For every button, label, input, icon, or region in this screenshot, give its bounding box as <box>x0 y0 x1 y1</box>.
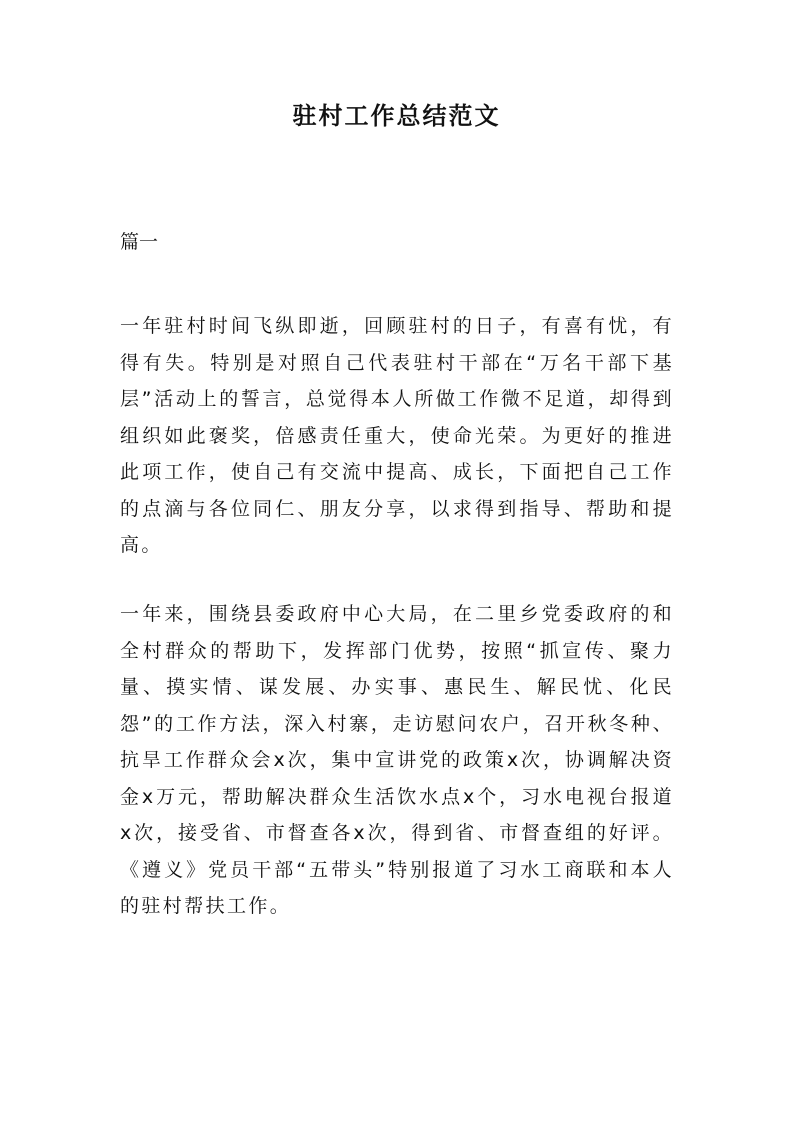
paragraph-2: 一年来，围绕县委政府中心大局，在二里乡党委政府的和全村群众的帮助下，发挥部门优势，按照“抓宣传、聚力量、摸实情、谋发展、办实事、惠民生、解民忧、化民怨”的工作方法，深入村寨，走访慰问农户，召开秋冬种、抗旱工作群众会x次，集中宣讲党的政策x次，协调解决资金x万元，帮助解决群众生活饮水点x个，习水电视台报道x次，接受省、市督查各x次，得到省、市督查组的好评。《遵义》党员干部“五带头”特别报道了习水工商联和本人的驻村帮扶工作。 <box>120 603 674 917</box>
document-title: 驻村工作总结范文 <box>292 101 501 130</box>
paragraph-1: 一年驻村时间飞纵即逝，回顾驻村的日子，有喜有忧，有得有失。特别是对照自己代表驻村干部在“万名干部下基层”活动上的誓言，总觉得本人所做工作微不足道，却得到组织如此褒奖，倍感责任重大，使命光荣。为更好的推进此项工作，使自己有交流中提高、成长，下面把自己工作的点滴与各位同仁、朋友分享，以求得到指导、帮助和提高。 <box>120 315 674 556</box>
section-label: 篇一 <box>120 231 159 253</box>
